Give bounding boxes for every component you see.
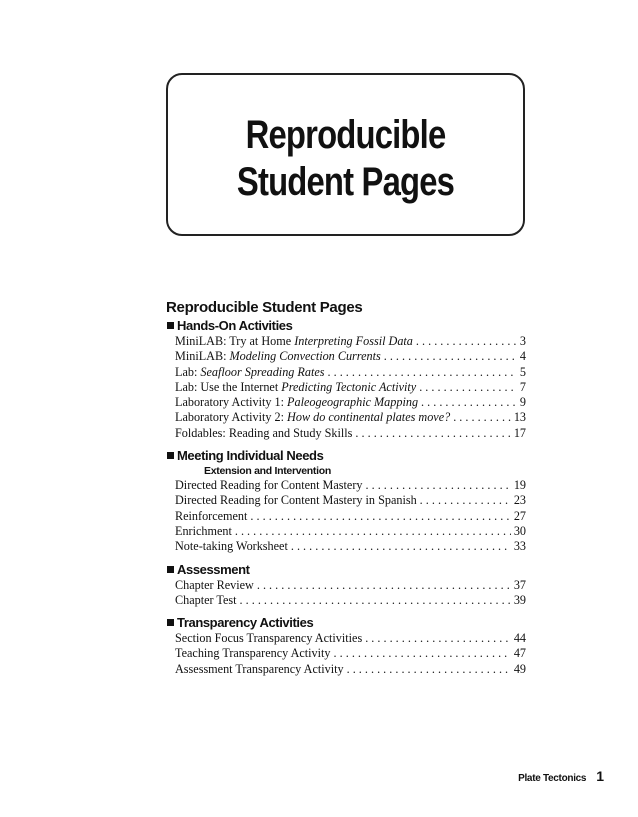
toc-entry-title [175, 426, 352, 441]
toc-entry-page: 7 [519, 379, 526, 394]
section-spacer [166, 677, 526, 683]
toc-entry-page: 13 [513, 410, 526, 425]
toc-entry-title-part: Reinforcement [175, 508, 248, 523]
toc-sections [166, 317, 526, 683]
dot-leader [416, 334, 517, 349]
toc-entry-title [175, 349, 381, 364]
toc-entry-page: 49 [513, 661, 526, 676]
footer-chapter-name: Plate Tectonics [518, 773, 587, 784]
toc-entry-title-part: Paleogeographic Mapping [287, 395, 419, 410]
toc-entry-page: 37 [513, 577, 526, 592]
dot-leader [250, 509, 510, 524]
dot-leader [453, 410, 511, 425]
toc-entry-title [175, 334, 413, 349]
page-title-line-1: Reproducible [245, 113, 446, 157]
toc-entry-title-part: Laboratory Activity 2: [175, 410, 288, 425]
toc-entry-page: 27 [513, 508, 526, 523]
dot-leader [419, 380, 517, 395]
dot-leader [421, 395, 517, 410]
section-heading [166, 614, 526, 631]
toc-entry-title [175, 539, 288, 554]
toc-entry-title-part: Note-taking Worksheet [175, 539, 288, 554]
dot-leader [347, 662, 511, 677]
toc-entry-page: 4 [519, 349, 526, 364]
toc-section [166, 614, 526, 683]
table-of-contents [166, 299, 526, 683]
section-label: Hands-On Activities [177, 318, 293, 333]
section-label: Assessment [177, 561, 250, 577]
toc-entry-title [175, 410, 450, 425]
toc-entry [166, 509, 526, 524]
footer-page-number: 1 [596, 768, 604, 784]
toc-entry-page: 19 [513, 478, 526, 493]
toc-entry-title [175, 365, 325, 380]
toc-entry [166, 478, 526, 493]
square-bullet-icon [167, 452, 174, 459]
toc-entry-title [175, 493, 417, 508]
toc-entry-title-part: Teaching Transparency Activity [175, 646, 331, 661]
toc-entry-title-part: Lab: [175, 364, 201, 379]
square-bullet-icon [167, 566, 174, 573]
toc-entry-title-part: MiniLAB: Try at Home [175, 334, 295, 348]
toc-entry-page: 9 [519, 395, 526, 410]
dot-leader [328, 365, 517, 380]
toc-entry [166, 334, 526, 349]
toc-entry-title [175, 395, 418, 410]
toc-entry-title-part: Assessment Transparency Activity [175, 661, 344, 676]
toc-entry-page: 44 [513, 631, 526, 646]
toc-section [166, 447, 526, 560]
section-label: Meeting Individual Needs [177, 448, 324, 464]
toc-entry [166, 410, 526, 425]
toc-entry [166, 593, 526, 608]
section-label: Transparency Activities [177, 615, 314, 631]
toc-entry [166, 578, 526, 593]
toc-entry-page: 39 [513, 592, 526, 607]
dot-leader [235, 524, 511, 539]
square-bullet-icon [167, 322, 174, 329]
title-box [166, 73, 525, 236]
toc-section [166, 317, 526, 447]
toc-entry-page: 5 [519, 364, 526, 379]
section-heading [166, 561, 526, 578]
toc-entry-title [175, 478, 363, 493]
toc-entry [166, 524, 526, 539]
square-bullet-icon [167, 619, 174, 626]
dot-leader [257, 578, 511, 593]
section-heading [166, 317, 526, 334]
dot-leader [334, 646, 511, 661]
dot-leader [420, 493, 511, 508]
toc-entry-title-part: Laboratory Activity 1: [175, 395, 288, 410]
dot-leader [291, 539, 511, 554]
section-subheading: Extension and Intervention [204, 465, 331, 478]
toc-entry-title-part: MiniLAB: [175, 349, 230, 364]
toc-entry-title [175, 380, 416, 395]
toc-entry-page: 17 [513, 425, 526, 440]
toc-entry [166, 395, 526, 410]
toc-section [166, 561, 526, 615]
toc-entry-title-part: How do continental plates move? [287, 410, 451, 425]
toc-entry-title-part: Chapter Test [175, 592, 237, 607]
toc-entry [166, 631, 526, 646]
toc-entry-title [175, 646, 331, 661]
toc-entry-title-part: Chapter Review [175, 577, 254, 592]
toc-entry-title [175, 524, 232, 539]
toc-entry [166, 349, 526, 364]
toc-entry-title-part: Section Focus Transparency Activities [175, 631, 363, 646]
toc-entry [166, 365, 526, 380]
toc-entry-title-part: Foldables: Reading and Study Skills [175, 425, 353, 440]
toc-entry-title [175, 662, 344, 677]
toc-entry-page: 33 [513, 539, 526, 554]
toc-entry-title-part: Predicting Tectonic Activity [281, 379, 417, 394]
dot-leader [240, 593, 511, 608]
toc-entry-title [175, 593, 237, 608]
toc-entry-page: 47 [513, 646, 526, 661]
toc-entry-page: 23 [513, 493, 526, 508]
toc-entry [166, 646, 526, 661]
toc-entry-page: 30 [513, 523, 526, 538]
toc-entry-title [175, 631, 362, 646]
toc-entry-title-part: Seafloor Spreading Rates [200, 364, 325, 379]
toc-entry [166, 662, 526, 677]
toc-entry-title-part: Directed Reading for Content Mastery in Spanish [175, 493, 417, 508]
dot-leader [366, 478, 511, 493]
page-title-line-2: Student Pages [236, 160, 455, 204]
toc-entry-title-part: Modeling Convection Currents [229, 349, 381, 364]
toc-entry-page: 3 [519, 334, 526, 348]
page-footer [518, 768, 604, 784]
toc-entry [166, 493, 526, 508]
toc-entry-title-part: Enrichment [175, 523, 232, 538]
toc-entry-title-part: Interpreting Fossil Data [294, 334, 413, 348]
dot-leader [355, 426, 510, 441]
toc-entry-title-part: Lab: Use the Internet [175, 379, 282, 394]
dot-leader [384, 349, 517, 364]
dot-leader [365, 631, 511, 646]
toc-entry-title-part: Directed Reading for Content Mastery [175, 478, 363, 493]
toc-entry [166, 539, 526, 554]
toc-entry [166, 380, 526, 395]
toc-entry [166, 426, 526, 441]
toc-entry-title [175, 509, 247, 524]
toc-entry-title [175, 578, 254, 593]
toc-title: Reproducible Student Pages [166, 299, 363, 316]
section-heading [166, 447, 526, 464]
